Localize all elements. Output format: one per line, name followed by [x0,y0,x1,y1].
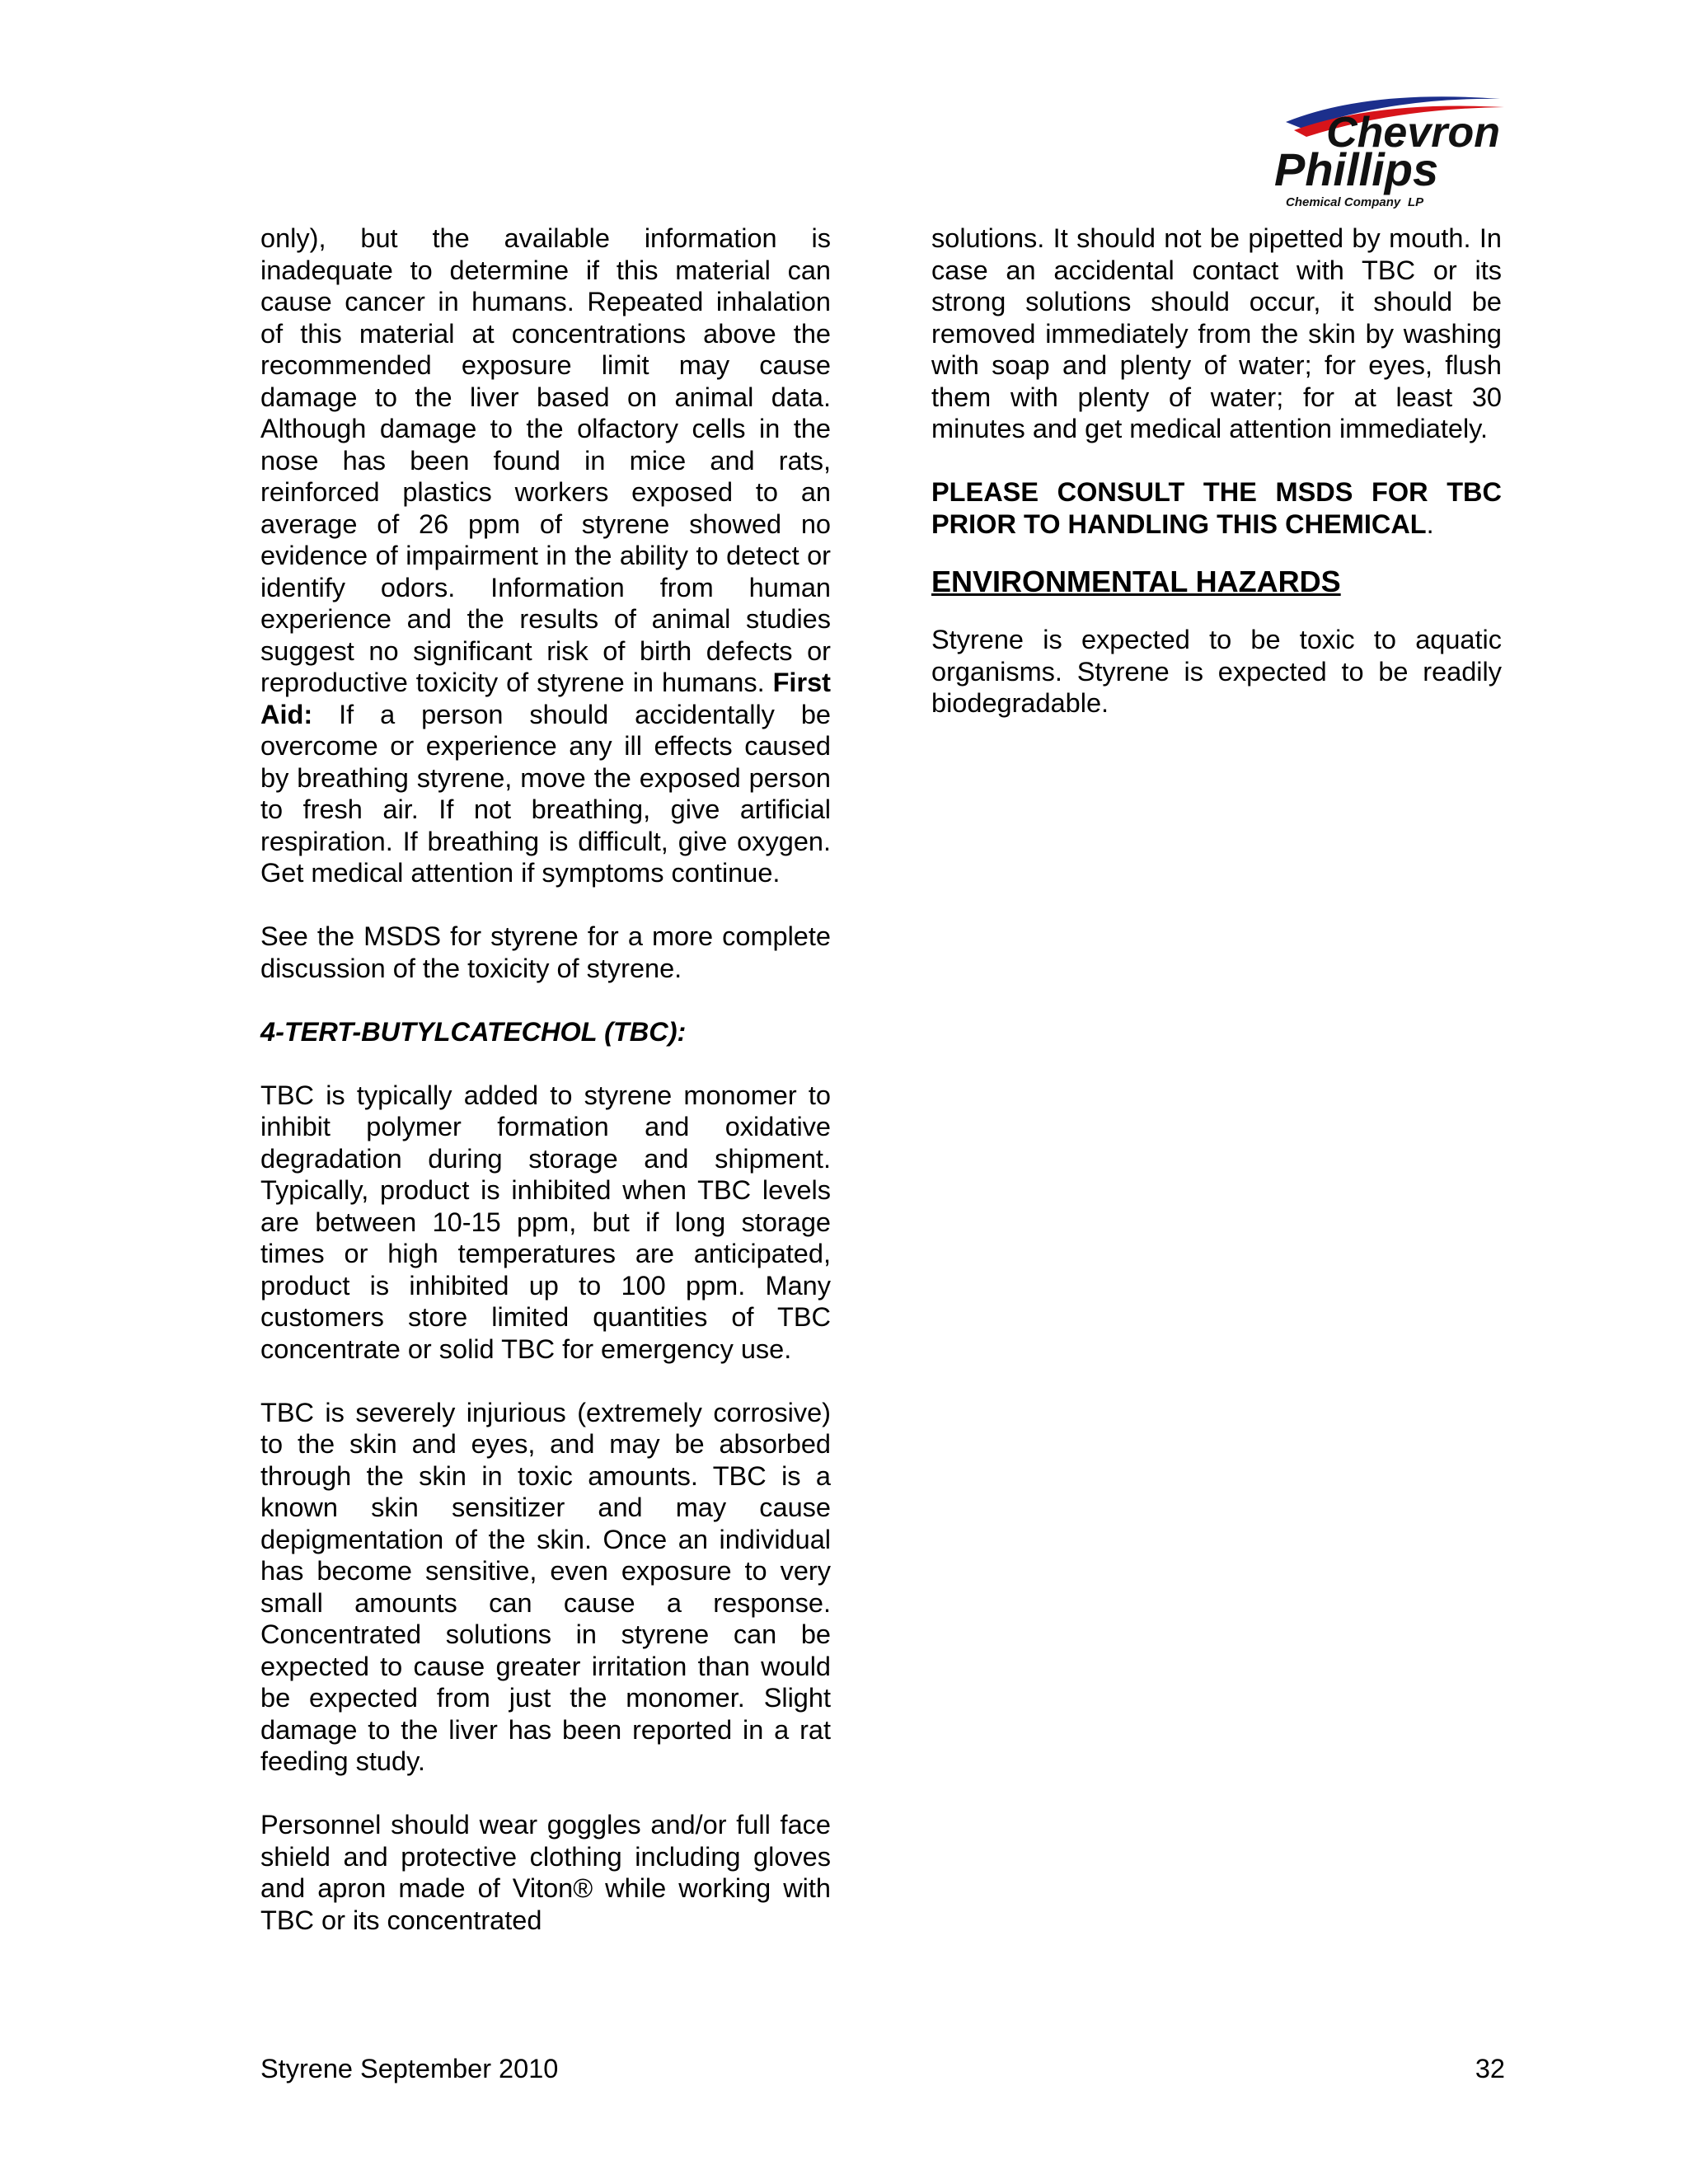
footer-document-title: Styrene September 2010 [260,2054,559,2083]
tbc-heading: 4-TERT-BUTYLCATECHOL (TBC): [260,1016,687,1047]
tbc-usage-paragraph: TBC is typically added to styrene monomer to inhibit polymer formation and oxidative degradation during storage and shipment. Typically, product is inhibited when TBC levels are between 10-15 ppm, but if long storage times or high temperatures are anticipated, product is inhibited up to 100 ppm. Many customers store limited quantities of TBC concentrate or solid TBC for emergency use. [260,1080,831,1364]
toxicity-paragraph [260,223,831,889]
page-number: 32 [1475,2054,1505,2083]
logo-text-phillips: Phillips [1274,143,1439,195]
first-aid-text: If a person should accidentally be overcome or experience any ill effects caused by breathing styrene, move the exposed person to fresh air. If not breathing, give artificial respiration. If breathing is difficult, give oxygen. Get medical attention if symptoms continue. [260,699,831,888]
chevron-phillips-logo [1269,89,1508,213]
msds-notice [931,476,1502,540]
environmental-paragraph: Styrene is expected to be toxic to aquatic organisms. Styrene is expected to be readily biodegradable. [931,625,1502,718]
msds-notice-text: PLEASE CONSULT THE MSDS FOR TBC PRIOR TO HANDLING THIS CHEMICAL [931,477,1502,539]
msds-notice-end: . [1426,509,1434,539]
logo-text-chevron: Chevron [1326,109,1500,157]
first-aid-label: First Aid: [260,668,832,729]
left-column [260,223,831,1936]
right-column [931,223,1502,719]
logo-text-lp: LP [1408,195,1424,209]
ppe-paragraph: Personnel should wear goggles and/or full face shield and protective clothing including gloves and apron made of Viton® while working with TBC or its concentrated [260,1810,831,1935]
tbc-hazard-paragraph: TBC is severely injurious (extremely corrosive) to the skin and eyes, and may be absorbed through the skin in toxic amounts. TBC is a known skin sensitizer and may cause depigmentation of the skin. Once an individual has become sensitive, even exposure to very small amounts can cause a response. Concentrated solutions in styrene can be expected to cause greater irritation than would be expected from just the monomer. Slight damage to the liver has been reported in a rat feeding study. [260,1397,831,1776]
tbc-handling-paragraph: solutions. It should not be pipetted by mouth. In case an accidental contact with TBC or its strong solutions should occur, it should be removed immediately from the skin by washing with soap and plenty of water; for eyes, flush them with plenty of water; for at least 30 minutes and get medical attention immediately. [931,223,1502,443]
logo-text-company: Chemical Company [1286,195,1401,209]
msds-reference-paragraph: See the MSDS for styrene for a more complete discussion of the toxicity of styrene. [260,921,831,983]
environmental-hazards-heading: ENVIRONMENTAL HAZARDS [931,565,1341,598]
toxicity-text: only), but the available information is inadequate to determine if this material can cause cancer in humans. Repeated inhalation of this material at concentrations above the recommended exposure limit may cause damage to the liver based on animal data. Although damage to the olfactory cells in the nose has been found in mice and rats, reinforced plastics workers exposed to an average of 26 ppm of styrene showed no evidence of impairment in the ability to detect or identify odors. Information from human experience and the results of animal studies suggest no significant risk of birth defects or reproductive toxicity of styrene in humans. [260,223,831,697]
